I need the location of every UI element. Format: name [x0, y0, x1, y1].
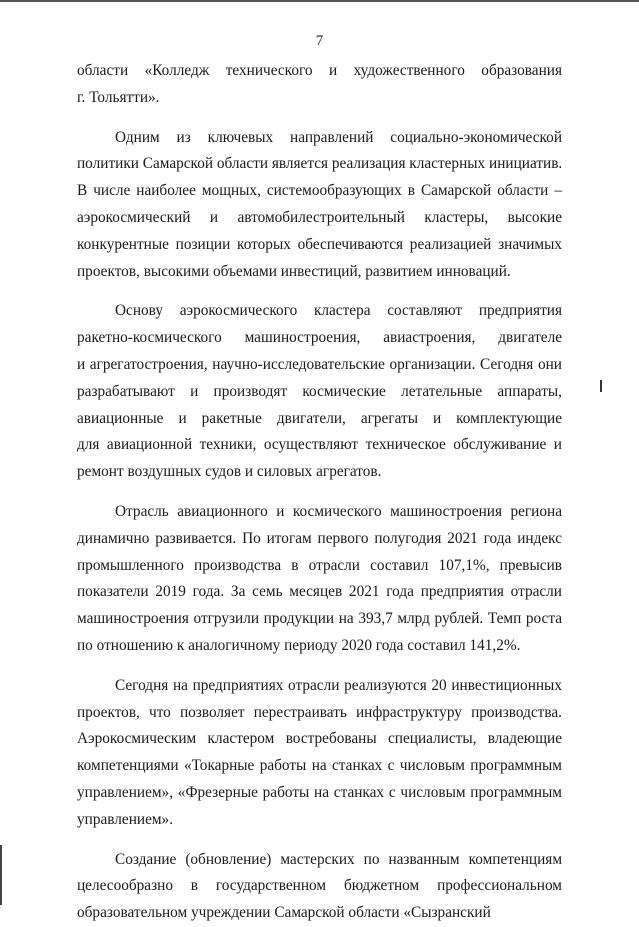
text-line: Аэрокосмическим кластером востребованы специалисты, владеющие	[77, 730, 562, 748]
text-line: Отрасль авиационного и космического машиностроения региона	[115, 502, 562, 520]
text-line: проектов, что позволяет перестраивать инфраструктуру производства.	[77, 703, 562, 721]
paragraph-gap	[77, 285, 562, 298]
text-line: Основу аэрокосмического кластера составляют предприятия	[115, 302, 562, 320]
paragraph-gap	[77, 660, 562, 673]
document-body	[77, 58, 562, 927]
text-line: Сегодня на предприятиях отрасли реализуются 20 инвестиционных	[115, 676, 562, 694]
text-line: и агрегатостроения, научно-исследовательские организации. Сегодня они	[77, 355, 562, 373]
paragraph-gap	[77, 112, 562, 125]
scan-artifact-right-tick	[600, 380, 602, 392]
text-line: авиационные и ракетные двигатели, агрегаты и комплектующие	[77, 409, 562, 427]
paragraph-gap	[77, 486, 562, 499]
text-line: Создание (обновление) мастерских по названным компетенциям	[115, 850, 562, 868]
text-line: ремонт воздушных судов и силовых агрегатов.	[77, 463, 382, 481]
paragraph	[77, 499, 562, 660]
text-line: В числе наиболее мощных, системообразующих в Самарской области –	[77, 182, 562, 200]
scan-artifact-left-edge	[0, 845, 2, 905]
text-line: для авиационной техники, осуществляют техническое обслуживание и	[77, 436, 562, 454]
text-line: области «Колледж технического и художественного образования	[77, 62, 562, 79]
scan-artifact-top-edge	[0, 0, 639, 2]
text-line: г. Тольятти».	[77, 88, 160, 106]
text-line: компетенциями «Токарные работы на станках с числовым программным	[77, 757, 562, 775]
text-line: аэрокосмический и автомобилестроительный кластеры, высокие	[77, 208, 562, 226]
paragraph	[77, 125, 562, 286]
paragraph-gap	[77, 834, 562, 847]
text-line: по отношению к аналогичному периоду 2020 года составил 141,2%.	[77, 636, 521, 654]
text-line: динамично развивается. По итогам первого полугодия 2021 года индекс	[77, 529, 562, 547]
text-line: конкурентные позиции которых обеспечиваются реализацией значимых	[77, 235, 562, 253]
paragraph	[77, 673, 562, 834]
text-line: образовательном учреждении Самарской области «Сызранский	[77, 904, 491, 922]
paragraph	[77, 298, 562, 486]
page-number: 7	[315, 33, 324, 49]
text-line: машиностроения отгрузили продукции на 393,7 млрд рублей. Темп роста	[77, 610, 562, 628]
paragraph	[77, 847, 562, 927]
text-line: управлением», «Фрезерные работы на станках с числовым программным	[77, 783, 562, 801]
text-line: проектов, высокими объемами инвестиций, развитием инноваций.	[77, 262, 511, 280]
text-line: показатели 2019 года. За семь месяцев 2021 года предприятия отрасли	[77, 583, 562, 601]
text-line: политики Самарской области является реализация кластерных инициатив.	[77, 155, 563, 173]
text-line: промышленного производства в отрасли составил 107,1%, превысив	[77, 556, 562, 574]
text-line: Одним из ключевых направлений социально-экономической	[115, 128, 562, 146]
text-line: разрабатывают и производят космические летательные аппараты,	[77, 382, 562, 400]
text-line: ракетно-космического машиностроения, авиастроения, двигателе	[77, 329, 562, 347]
text-line: целесообразно в государственном бюджетном профессиональном	[77, 877, 562, 895]
paragraph	[77, 58, 562, 112]
text-line: управлением».	[77, 810, 174, 828]
